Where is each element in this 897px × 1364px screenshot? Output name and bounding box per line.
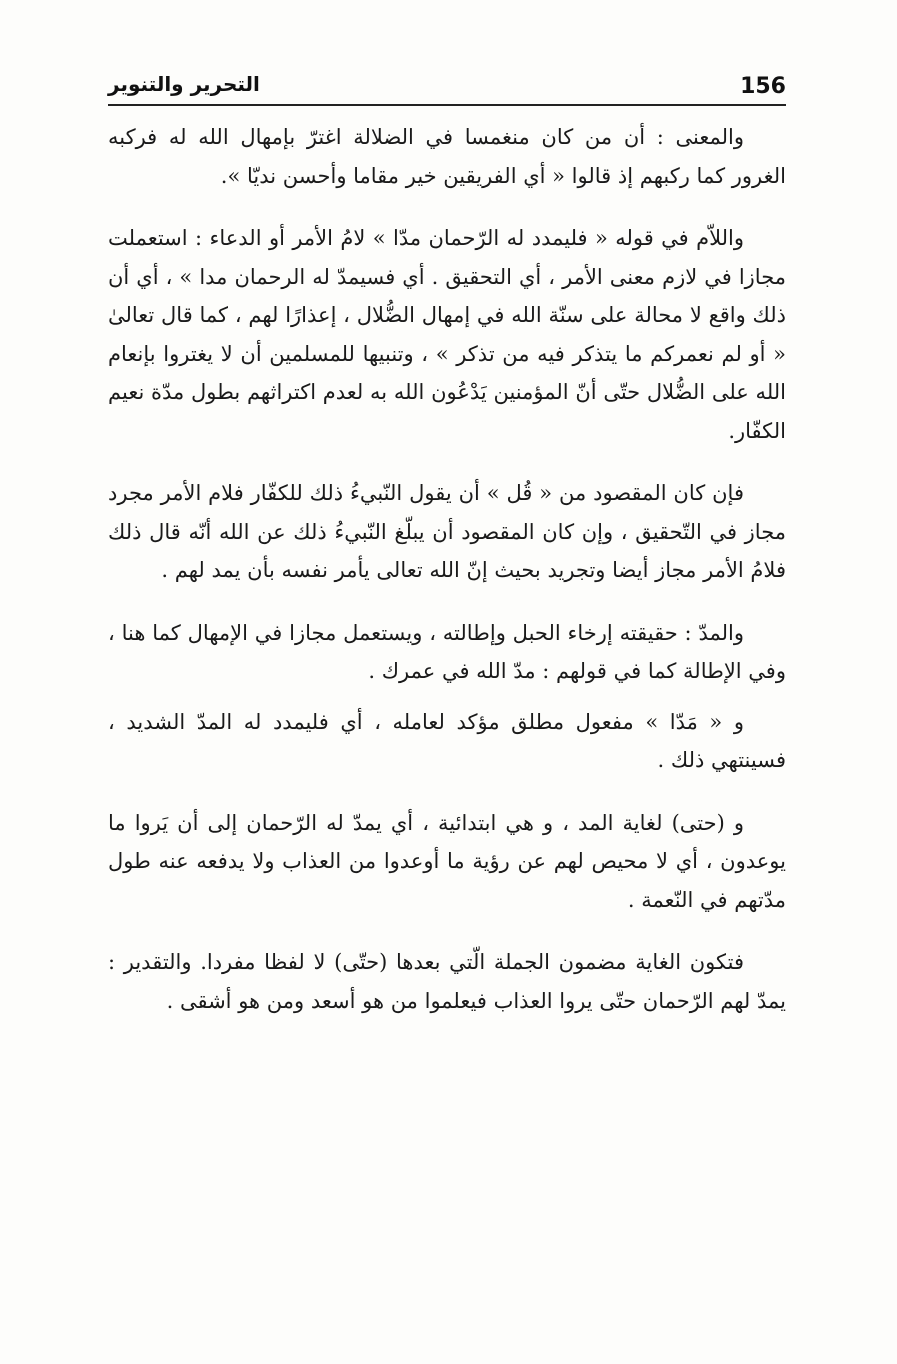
paragraph-madd xyxy=(108,614,786,691)
paragraph-maddan xyxy=(108,703,786,780)
paragraph-meaning xyxy=(108,118,786,195)
paragraph-lam xyxy=(108,219,786,450)
paragraph-hatta xyxy=(108,804,786,920)
paragraph-text: فإن كان المقصود من « قُل » أن يقول النّبيءُ ذلك للكفّار فلام الأمر مجرد مجاز في التّحقيق ، وإن كان المقصود أن يبلّغ النّبيءُ ذلك عن الله أنّه قال ذلك فلامُ الأمر مجاز أيضا وتجريد بحيث إنّ الله تعالى يأمر نفسه بأن يمد لهم . xyxy=(108,481,786,582)
paragraph-text: و « مَدّا » مفعول مطلق مؤكد لعامله ، أي فليمدد له المدّ الشديد ، فسينتهي ذلك . xyxy=(108,709,786,772)
paragraph-text: والمعنى : أن من كان منغمسا في الضلالة اغترّ بإمهال الله له فركبه الغرور كما ركبهم إذ قالوا « أي الفريقين خير مقاما وأحسن نديّا ». xyxy=(108,125,786,188)
paragraph-text: فتكون الغاية مضمون الجملة الّتي بعدها (حتّى) لا لفظا مفردا. والتقدير : يمدّ لهم الرّحمان حتّى يروا العذاب فيعلموا من هو أسعد ومن هو أشقى . xyxy=(108,950,786,1013)
header-rule xyxy=(108,104,786,106)
paragraph-qul xyxy=(108,474,786,590)
paragraph-text: و (حتى) لغاية المد ، و هي ابتدائية ، أي يمدّ له الرّحمان إلى أن يَروا ما يوعدون ، أي لا محيص لهم عن رؤية ما أوعدوا من العذاب ولا يدفعه عنه طول مدّتهم في النّعمة . xyxy=(108,810,786,912)
paragraph-text: والمدّ : حقيقته إرخاء الحبل وإطالته ، ويستعمل مجازا في الإمهال كما هنا ، وفي الإطالة كما في قولهم : مدّ الله في عمرك . xyxy=(108,620,786,683)
running-title: التحرير والتنوير xyxy=(108,72,260,96)
page-number: 156 xyxy=(740,74,786,99)
page-body xyxy=(108,118,786,1020)
paragraph-text: واللاّم في قوله « فليمدد له الرّحمان مدّا » لامُ الأمر أو الدعاء : استعملت مجازا في لازم معنى الأمر ، أي التحقيق . أي فسيمدّ له الرحمان مدا » ، أي أن ذلك واقع لا محالة على سنّة الله في إمهال الضُّلال ، إعذارًا لهم ، كما قال تعالىٰ « أو لم نعمركم ما يتذكر فيه من تذكر » ، وتنبيها للمسلمين أن لا يغتروا بإنعام الله على الضُّلال حتّى أنّ المؤمنين يَدْعُون الله به لعدم اكتراثهم بطول مدّة نعيم الكفّار. xyxy=(108,226,786,443)
paragraph-ghaya xyxy=(108,943,786,1020)
page-header xyxy=(108,72,786,106)
